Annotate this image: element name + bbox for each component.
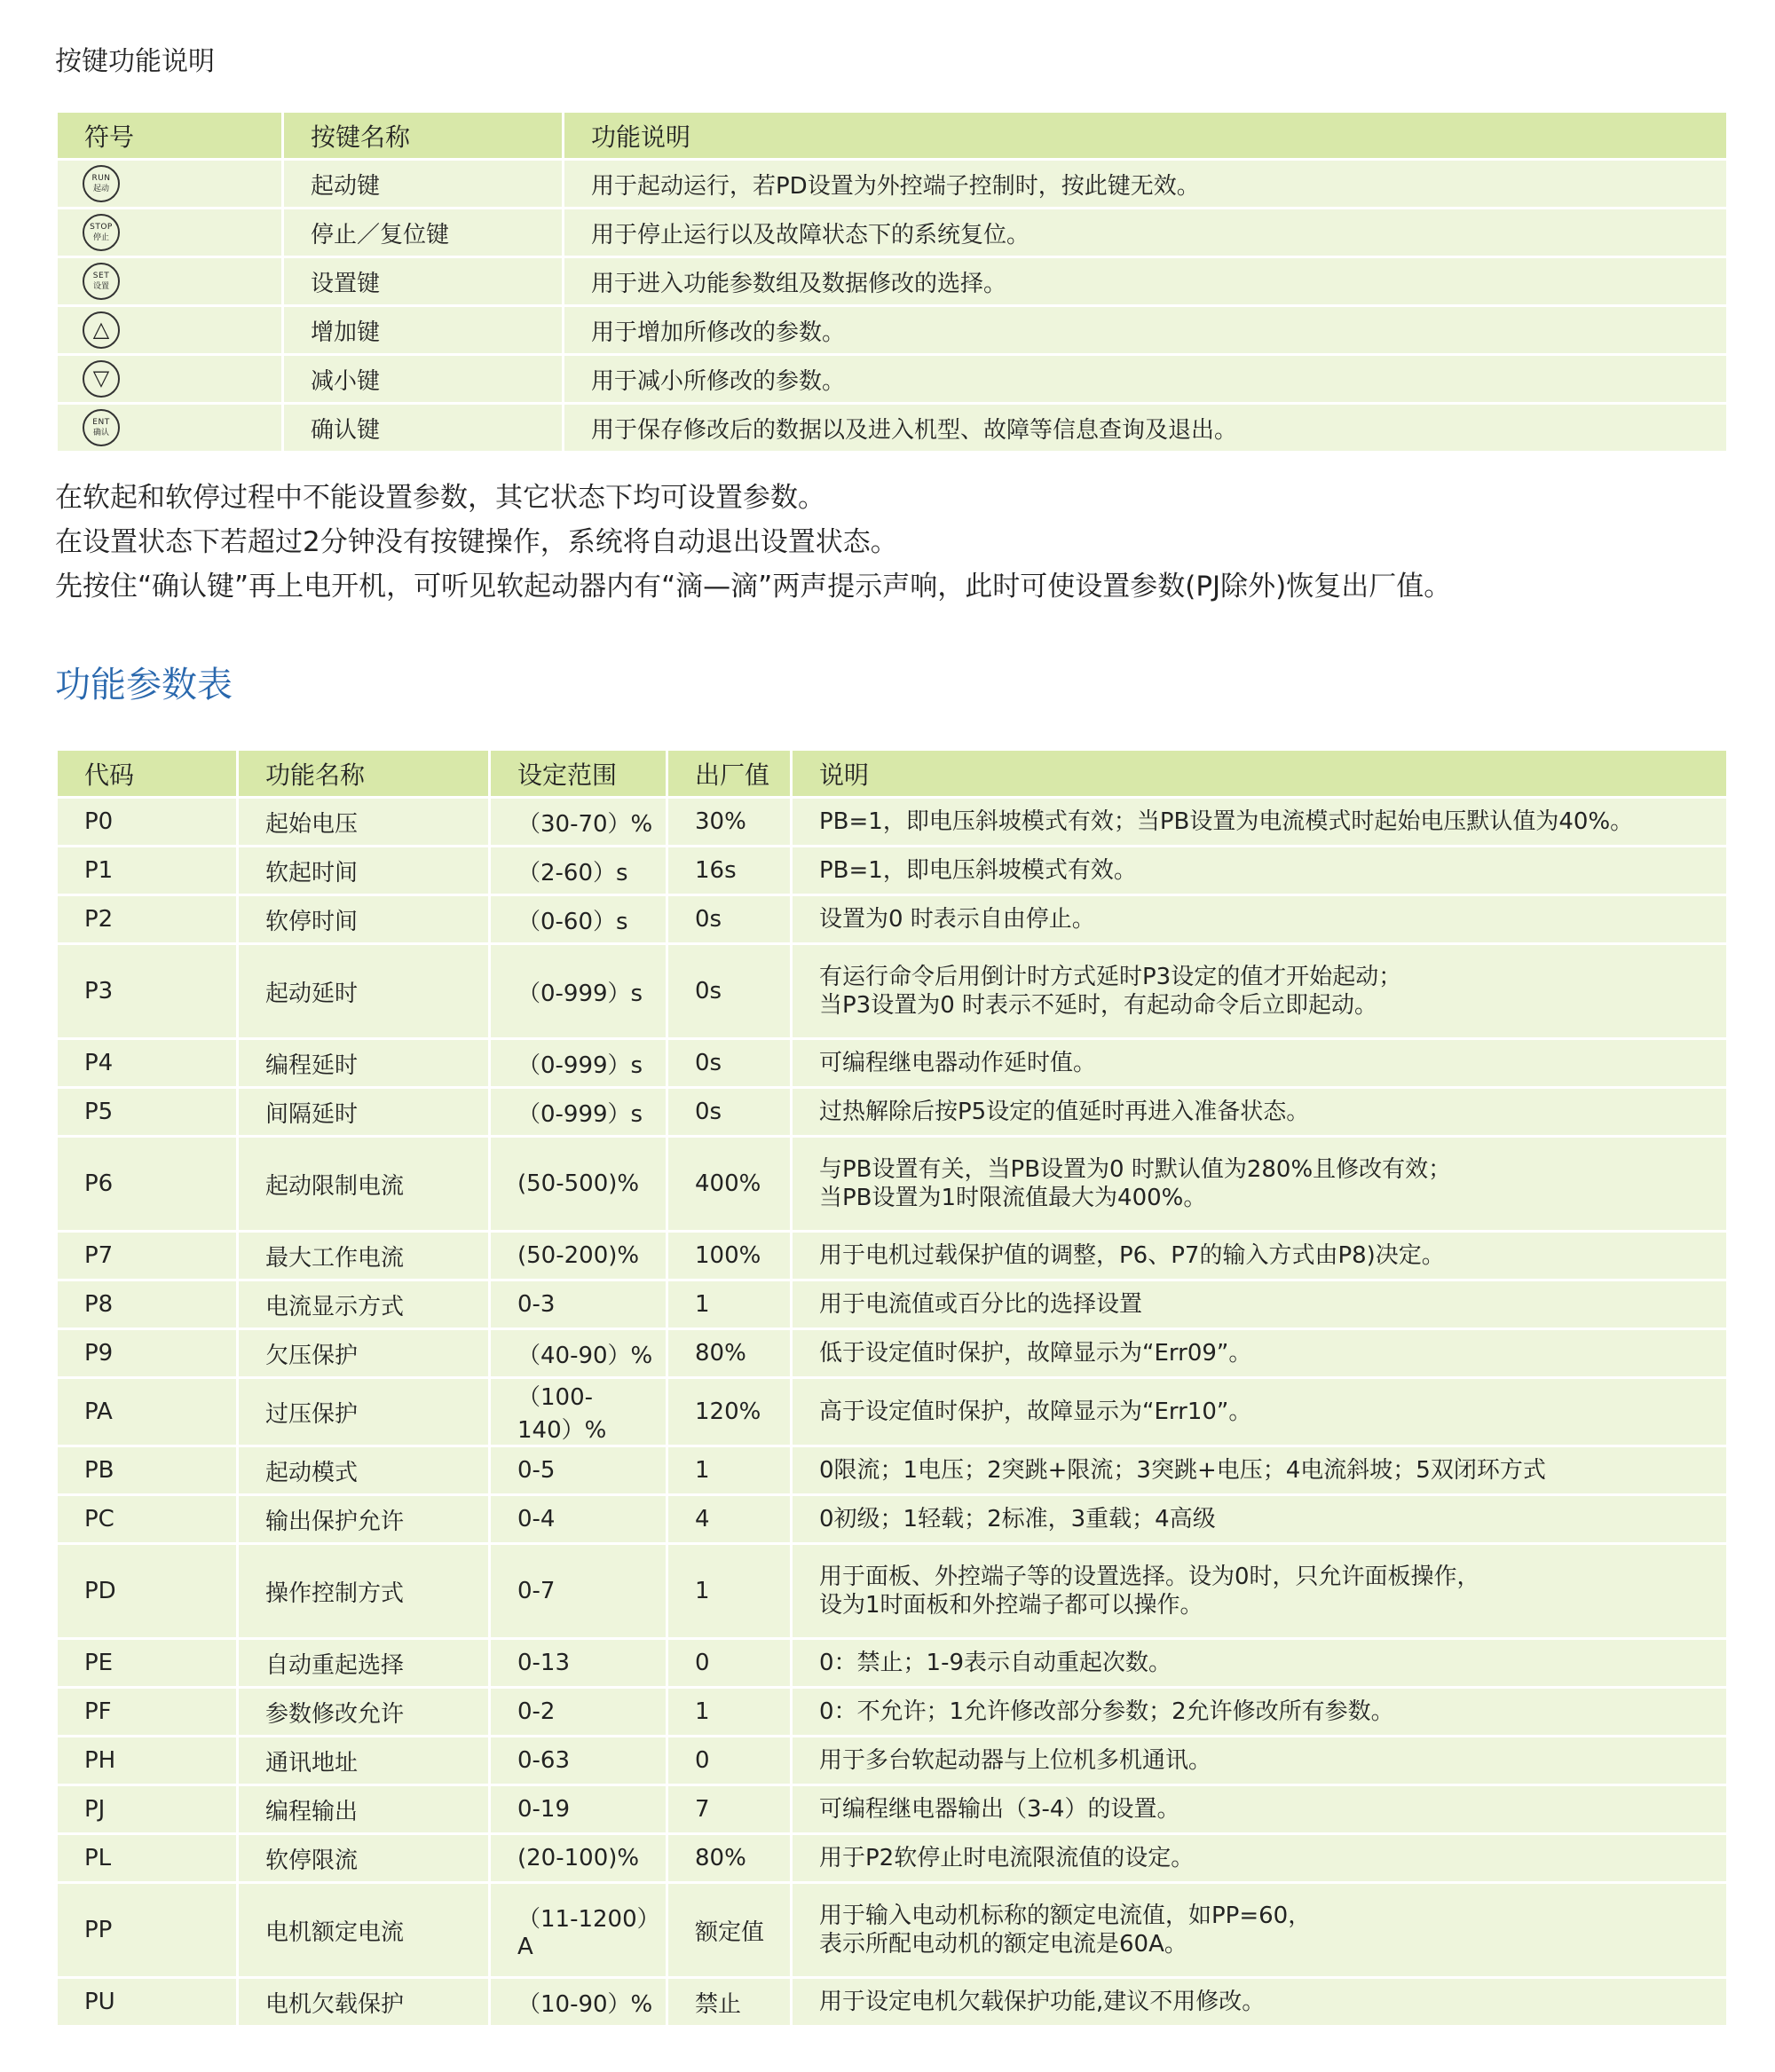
param-desc-line: 低于设定值时保护，故障显示为“Err09”。 — [819, 1340, 1252, 1367]
param-desc — [792, 1232, 1728, 1280]
key-name: 确认键 — [283, 404, 564, 453]
param-desc-line: 用于面板、外控端子等的设置选择。设为0时，只允许面板操作， — [819, 1564, 1480, 1590]
param-default: 16s — [667, 847, 792, 895]
key-row — [57, 355, 1728, 404]
param-name: 电机额定电流 — [238, 1883, 490, 1978]
param-range: （10-90）% — [490, 1978, 667, 2027]
param-code: P1 — [57, 847, 238, 895]
param-name: 电机欠载保护 — [238, 1978, 490, 2027]
param-desc-line: 当P3设置为0 时表示不延时，有起动命令后立即起动。 — [819, 992, 1378, 1019]
param-code: PP — [57, 1883, 238, 1978]
set-key-icon — [83, 263, 120, 300]
header-code: 代码 — [57, 750, 238, 798]
key-desc: 用于增加所修改的参数。 — [564, 306, 1728, 355]
param-desc-line: 用于P2软停止时电流限流值的设定。 — [819, 1845, 1195, 1871]
param-desc-line: 0初级；1轻载；2标准，3重载；4高级 — [819, 1506, 1216, 1532]
param-desc-line: 0：不允许；1允许修改部分参数；2允许修改所有参数。 — [819, 1698, 1394, 1725]
key-symbol-cell — [57, 160, 283, 209]
param-code: P4 — [57, 1039, 238, 1088]
key-name: 设置键 — [283, 257, 564, 306]
param-desc — [792, 1280, 1728, 1329]
param-code: PL — [57, 1834, 238, 1883]
param-desc-line: 设置为0 时表示自由停止。 — [819, 906, 1095, 933]
param-desc-line: 当PB设置为1时限流值最大为400%。 — [819, 1185, 1207, 1211]
param-desc — [792, 944, 1728, 1039]
param-desc — [792, 1639, 1728, 1688]
notes — [55, 476, 1451, 609]
param-name: 软停限流 — [238, 1834, 490, 1883]
icon-label-en: STOP — [90, 222, 113, 232]
param-desc — [792, 847, 1728, 895]
param-code: PD — [57, 1544, 238, 1639]
param-desc — [792, 1834, 1728, 1883]
param-row — [57, 1688, 1728, 1737]
key-symbol-cell — [57, 257, 283, 306]
param-row — [57, 1978, 1728, 2027]
param-name: 软起时间 — [238, 847, 490, 895]
param-row — [57, 1883, 1728, 1978]
param-desc — [792, 1446, 1728, 1495]
param-row — [57, 895, 1728, 944]
stop-key-icon — [83, 214, 120, 251]
param-default: 120% — [667, 1378, 792, 1446]
param-row — [57, 1137, 1728, 1232]
ent-key-icon — [83, 409, 120, 446]
param-desc-line: PB=1，即电压斜坡模式有效。 — [819, 857, 1137, 884]
param-desc — [792, 1883, 1728, 1978]
param-default: 0s — [667, 944, 792, 1039]
param-name: 间隔延时 — [238, 1088, 490, 1137]
header-range: 设定范围 — [490, 750, 667, 798]
param-desc-line: 用于多台软起动器与上位机多机通讯。 — [819, 1747, 1212, 1774]
param-row — [57, 1785, 1728, 1834]
param-name: 自动重起选择 — [238, 1639, 490, 1688]
key-symbol-cell — [57, 209, 283, 257]
param-code: P0 — [57, 798, 238, 847]
header-function-name: 功能名称 — [238, 750, 490, 798]
param-name: 通讯地址 — [238, 1737, 490, 1785]
param-desc — [792, 1378, 1728, 1446]
param-row — [57, 1639, 1728, 1688]
param-code: P2 — [57, 895, 238, 944]
param-default: 30% — [667, 798, 792, 847]
param-code: PE — [57, 1639, 238, 1688]
param-desc-line: 有运行命令后用倒计时方式延时P3设定的值才开始起动； — [819, 964, 1402, 990]
param-desc-line: 可编程继电器动作延时值。 — [819, 1050, 1097, 1076]
param-range: （0-60）s — [490, 895, 667, 944]
param-name: 输出保护允许 — [238, 1495, 490, 1544]
param-row — [57, 1737, 1728, 1785]
param-desc — [792, 1495, 1728, 1544]
param-code: PF — [57, 1688, 238, 1737]
param-row — [57, 1446, 1728, 1495]
key-symbol-cell — [57, 404, 283, 453]
param-row — [57, 1280, 1728, 1329]
param-range: （30-70）% — [490, 798, 667, 847]
param-range: （0-999）s — [490, 1088, 667, 1137]
param-name: 起动限制电流 — [238, 1137, 490, 1232]
param-row — [57, 944, 1728, 1039]
param-code: P7 — [57, 1232, 238, 1280]
icon-label-zh: 停止 — [92, 232, 109, 242]
param-default: 100% — [667, 1232, 792, 1280]
param-code: P9 — [57, 1329, 238, 1378]
header-description: 说明 — [792, 750, 1728, 798]
param-name: 电流显示方式 — [238, 1280, 490, 1329]
note-line: 在设置状态下若超过2分钟没有按键操作，系统将自动退出设置状态。 — [55, 526, 898, 558]
param-desc — [792, 798, 1728, 847]
param-row — [57, 1088, 1728, 1137]
param-range: (50-200)% — [490, 1232, 667, 1280]
key-symbol-cell — [57, 355, 283, 404]
param-name: 起动延时 — [238, 944, 490, 1039]
param-desc — [792, 895, 1728, 944]
param-range: 0-63 — [490, 1737, 667, 1785]
header-default: 出厂值 — [667, 750, 792, 798]
header-key-name: 按键名称 — [283, 112, 564, 160]
header-symbol: 符号 — [57, 112, 283, 160]
param-desc-line: 用于电流值或百分比的选择设置 — [819, 1291, 1143, 1318]
param-default: 0 — [667, 1737, 792, 1785]
param-default: 0s — [667, 895, 792, 944]
key-row — [57, 404, 1728, 453]
key-desc: 用于减小所修改的参数。 — [564, 355, 1728, 404]
run-key-icon — [83, 165, 120, 202]
param-range: （0-999）s — [490, 944, 667, 1039]
param-range: （11-1200）A — [490, 1883, 667, 1978]
key-row — [57, 257, 1728, 306]
key-desc: 用于停止运行以及故障状态下的系统复位。 — [564, 209, 1728, 257]
icon-label-en: ENT — [92, 417, 110, 427]
param-desc — [792, 1737, 1728, 1785]
param-default: 80% — [667, 1329, 792, 1378]
param-default: 额定值 — [667, 1883, 792, 1978]
key-table-header — [57, 112, 1728, 160]
param-name: 过压保护 — [238, 1378, 490, 1446]
param-name: 欠压保护 — [238, 1329, 490, 1378]
param-name: 参数修改允许 — [238, 1688, 490, 1737]
icon-label-en: RUN — [91, 173, 111, 183]
param-code: PJ — [57, 1785, 238, 1834]
param-default: 1 — [667, 1280, 792, 1329]
param-desc — [792, 1039, 1728, 1088]
param-desc-line: 0：禁止；1-9表示自动重起次数。 — [819, 1650, 1172, 1676]
param-name: 最大工作电流 — [238, 1232, 490, 1280]
key-name: 起动键 — [283, 160, 564, 209]
note-line: 先按住“确认键”再上电开机，可听见软起动器内有“滴—滴”两声提示声响，此时可使设置参数(PJ除外)恢复出厂值。 — [55, 571, 1452, 603]
param-desc — [792, 1978, 1728, 2027]
param-name: 起始电压 — [238, 798, 490, 847]
icon-label-zh: 设置 — [92, 281, 109, 291]
param-code: P8 — [57, 1280, 238, 1329]
param-default: 0s — [667, 1039, 792, 1088]
param-row — [57, 1329, 1728, 1378]
param-code: PB — [57, 1446, 238, 1495]
param-default: 4 — [667, 1495, 792, 1544]
param-range: 0-5 — [490, 1446, 667, 1495]
param-range: （0-999）s — [490, 1039, 667, 1088]
param-desc-line: 过热解除后按P5设定的值延时再进入准备状态。 — [819, 1099, 1310, 1125]
param-desc — [792, 1785, 1728, 1834]
param-section-title: 功能参数表 — [55, 665, 233, 705]
param-range: （100-140）% — [490, 1378, 667, 1446]
param-default: 1 — [667, 1688, 792, 1737]
key-name: 减小键 — [283, 355, 564, 404]
param-range: (50-500)% — [490, 1137, 667, 1232]
key-name: 增加键 — [283, 306, 564, 355]
param-code: PU — [57, 1978, 238, 2027]
key-symbol-cell — [57, 306, 283, 355]
param-default: 80% — [667, 1834, 792, 1883]
header-function: 功能说明 — [564, 112, 1728, 160]
param-code: P3 — [57, 944, 238, 1039]
key-row — [57, 306, 1728, 355]
param-name: 编程延时 — [238, 1039, 490, 1088]
param-desc-line: 表示所配电动机的额定电流是60A。 — [819, 1931, 1187, 1958]
param-name: 编程输出 — [238, 1785, 490, 1834]
param-range: (20-100)% — [490, 1834, 667, 1883]
param-name: 操作控制方式 — [238, 1544, 490, 1639]
param-default: 400% — [667, 1137, 792, 1232]
param-code: P5 — [57, 1088, 238, 1137]
function-parameter-table — [55, 748, 1729, 2028]
key-row — [57, 209, 1728, 257]
param-range: 0-19 — [490, 1785, 667, 1834]
param-range: 0-7 — [490, 1544, 667, 1639]
param-desc-line: 用于电机过载保护值的调整，P6、P7的输入方式由P8)决定。 — [819, 1242, 1445, 1269]
key-desc: 用于保存修改后的数据以及进入机型、故障等信息查询及退出。 — [564, 404, 1728, 453]
param-default: 0s — [667, 1088, 792, 1137]
param-desc-line: 可编程继电器输出（3-4）的设置。 — [819, 1796, 1180, 1823]
param-name: 软停时间 — [238, 895, 490, 944]
icon-glyph: ▽ — [92, 366, 110, 390]
param-row — [57, 1232, 1728, 1280]
param-code: P6 — [57, 1137, 238, 1232]
param-default: 1 — [667, 1544, 792, 1639]
param-default: 禁止 — [667, 1978, 792, 2027]
param-desc — [792, 1137, 1728, 1232]
icon-label-zh: 起动 — [92, 184, 109, 193]
param-default: 7 — [667, 1785, 792, 1834]
param-desc-line: 用于输入电动机标称的额定电流值，如PP=60， — [819, 1903, 1312, 1929]
param-range: 0-4 — [490, 1495, 667, 1544]
param-row — [57, 1495, 1728, 1544]
key-desc: 用于起动运行，若PD设置为外控端子控制时，按此键无效。 — [564, 160, 1728, 209]
icon-glyph: △ — [92, 317, 110, 342]
param-default: 1 — [667, 1446, 792, 1495]
param-desc — [792, 1329, 1728, 1378]
param-desc — [792, 1544, 1728, 1639]
param-range: （2-60）s — [490, 847, 667, 895]
param-row — [57, 1039, 1728, 1088]
param-range: 0-13 — [490, 1639, 667, 1688]
icon-label-en: SET — [92, 271, 110, 280]
icon-label-zh: 确认 — [92, 428, 109, 437]
key-function-table — [55, 110, 1729, 453]
param-desc-line: 用于设定电机欠载保护功能,建议不用修改。 — [819, 1989, 1266, 2015]
param-desc-line: 设为1时面板和外控端子都可以操作。 — [819, 1592, 1203, 1619]
param-row — [57, 798, 1728, 847]
up-triangle-icon — [83, 311, 120, 349]
param-table-header — [57, 750, 1728, 798]
key-section-title: 按键功能说明 — [55, 46, 215, 77]
key-row — [57, 160, 1728, 209]
param-code: PH — [57, 1737, 238, 1785]
param-row — [57, 1378, 1728, 1446]
param-desc-line: 高于设定值时保护，故障显示为“Err10”。 — [819, 1398, 1252, 1425]
param-row — [57, 847, 1728, 895]
note-line: 在软起和软停过程中不能设置参数，其它状态下均可设置参数。 — [55, 482, 825, 514]
param-desc-line: 与PB设置有关，当PB设置为0 时默认值为280%且修改有效； — [819, 1156, 1452, 1183]
param-desc — [792, 1088, 1728, 1137]
param-row — [57, 1834, 1728, 1883]
param-desc — [792, 1688, 1728, 1737]
param-code: PA — [57, 1378, 238, 1446]
param-range: （40-90）% — [490, 1329, 667, 1378]
param-desc-line: 0限流；1电压；2突跳+限流；3突跳+电压；4电流斜坡；5双闭环方式 — [819, 1457, 1546, 1484]
param-range: 0-2 — [490, 1688, 667, 1737]
key-desc: 用于进入功能参数组及数据修改的选择。 — [564, 257, 1728, 306]
param-desc-line: PB=1，即电压斜坡模式有效；当PB设置为电流模式时起始电压默认值为40%。 — [819, 808, 1634, 835]
param-default: 0 — [667, 1639, 792, 1688]
param-range: 0-3 — [490, 1280, 667, 1329]
key-name: 停止／复位键 — [283, 209, 564, 257]
param-code: PC — [57, 1495, 238, 1544]
param-row — [57, 1544, 1728, 1639]
down-triangle-icon — [83, 360, 120, 398]
param-name: 起动模式 — [238, 1446, 490, 1495]
